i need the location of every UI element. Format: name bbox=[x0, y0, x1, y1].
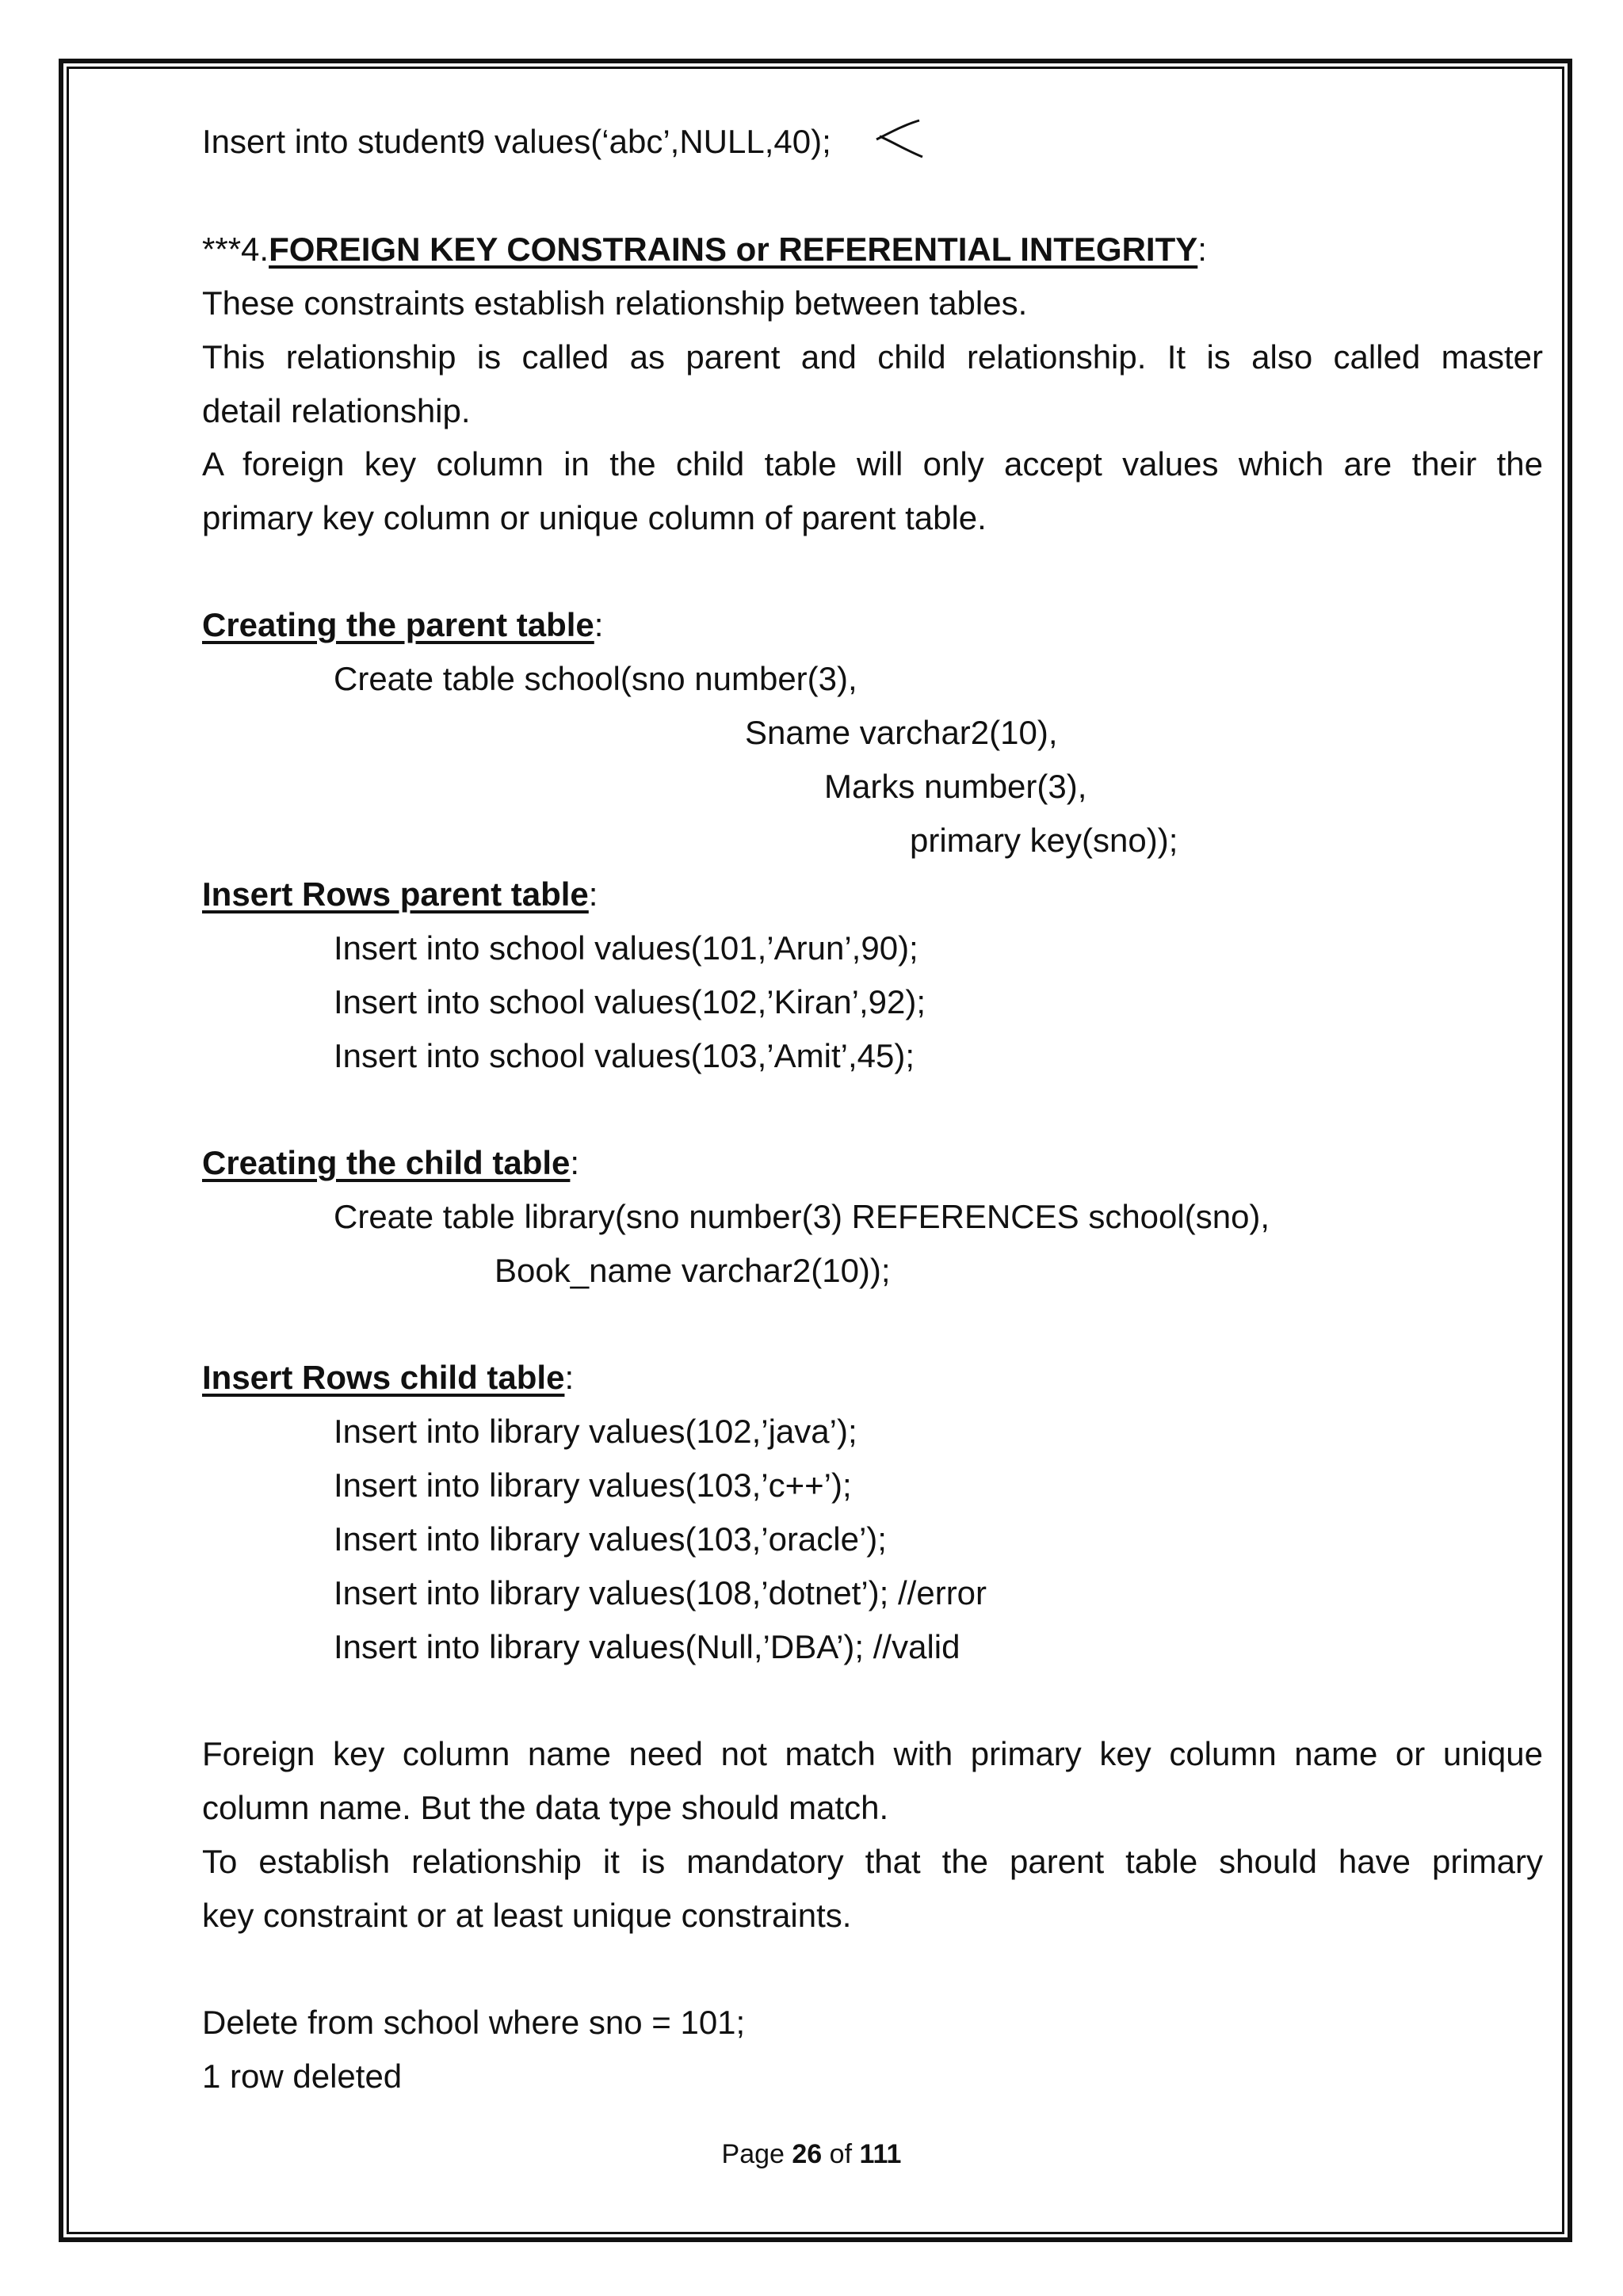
intro-line: Insert into student9 values(‘abc’,NULL,40); bbox=[202, 123, 831, 160]
code-line: Insert into school values(102,’Kiran’,92); bbox=[334, 983, 926, 1020]
code-line: primary key(sno)); bbox=[910, 822, 1178, 859]
code-line: Insert into library values(102,’java’); bbox=[334, 1413, 857, 1450]
heading-colon: : bbox=[570, 1144, 580, 1181]
page-word: Page bbox=[721, 2139, 785, 2169]
paragraph-line: key constraint or at least unique constraints. bbox=[202, 1897, 852, 1934]
section-heading bbox=[202, 233, 1207, 266]
code-line: Sname varchar2(10), bbox=[745, 714, 1058, 751]
of-word: of bbox=[829, 2139, 853, 2169]
child-insert-heading bbox=[202, 1361, 574, 1394]
code-line: Insert into school values(103,’Amit’,45); bbox=[334, 1037, 915, 1074]
section-title: FOREIGN KEY CONSTRAINS or REFERENTIAL INTEGRITY bbox=[269, 231, 1198, 268]
paragraph-line: A foreign key column in the child table will only accept values which are their the bbox=[202, 445, 1543, 482]
code-line: Marks number(3), bbox=[824, 768, 1087, 805]
child-create-heading bbox=[202, 1146, 579, 1180]
code-line: Book_name varchar2(10)); bbox=[495, 1252, 891, 1289]
code-line: Insert into library values(103,’c++’); bbox=[334, 1466, 852, 1504]
code-line: Insert into library values(108,’dotnet’); //error bbox=[334, 1574, 987, 1611]
section-prefix: ***4. bbox=[202, 231, 269, 268]
heading-text: Creating the child table bbox=[202, 1144, 571, 1181]
paragraph-line: This relationship is called as parent and child relationship. It is also called master bbox=[202, 338, 1543, 376]
paragraph-line: Foreign key column name need not match with primary key column name or unique bbox=[202, 1735, 1543, 1772]
paragraph-line: These constraints establish relationship between tables. bbox=[202, 284, 1028, 322]
paragraph-line: detail relationship. bbox=[202, 392, 471, 429]
paragraph-line: To establish relationship it is mandatory that the parent table should have primary bbox=[202, 1843, 1543, 1880]
heading-colon: : bbox=[594, 606, 604, 643]
page-number: 26 bbox=[792, 2139, 823, 2169]
page-footer bbox=[0, 2141, 1623, 2168]
code-line: Insert into library values(Null,’DBA’); //valid bbox=[334, 1628, 960, 1665]
section-suffix: : bbox=[1197, 231, 1207, 268]
code-line: Create table library(sno number(3) REFERENCES school(sno), bbox=[334, 1198, 1270, 1235]
heading-text: Insert Rows child table bbox=[202, 1359, 565, 1396]
delete-result: 1 row deleted bbox=[202, 2058, 403, 2095]
page-total: 111 bbox=[859, 2139, 902, 2169]
code-line: Create table school(sno number(3), bbox=[334, 660, 857, 697]
heading-text: Creating the parent table bbox=[202, 606, 594, 643]
code-line: Insert into school values(101,’Arun’,90); bbox=[334, 929, 918, 967]
paragraph-line: primary key column or unique column of parent table. bbox=[202, 499, 987, 536]
heading-colon: : bbox=[588, 875, 598, 913]
cross-mark-icon bbox=[872, 119, 929, 158]
parent-create-heading bbox=[202, 608, 603, 642]
delete-statement: Delete from school where sno = 101; bbox=[202, 2004, 746, 2041]
paragraph-line: column name. But the data type should match. bbox=[202, 1789, 889, 1826]
heading-colon: : bbox=[564, 1359, 575, 1396]
code-line: Insert into library values(103,’oracle’); bbox=[334, 1520, 887, 1558]
parent-insert-heading bbox=[202, 875, 598, 913]
heading-text: Insert Rows parent table bbox=[202, 875, 589, 913]
